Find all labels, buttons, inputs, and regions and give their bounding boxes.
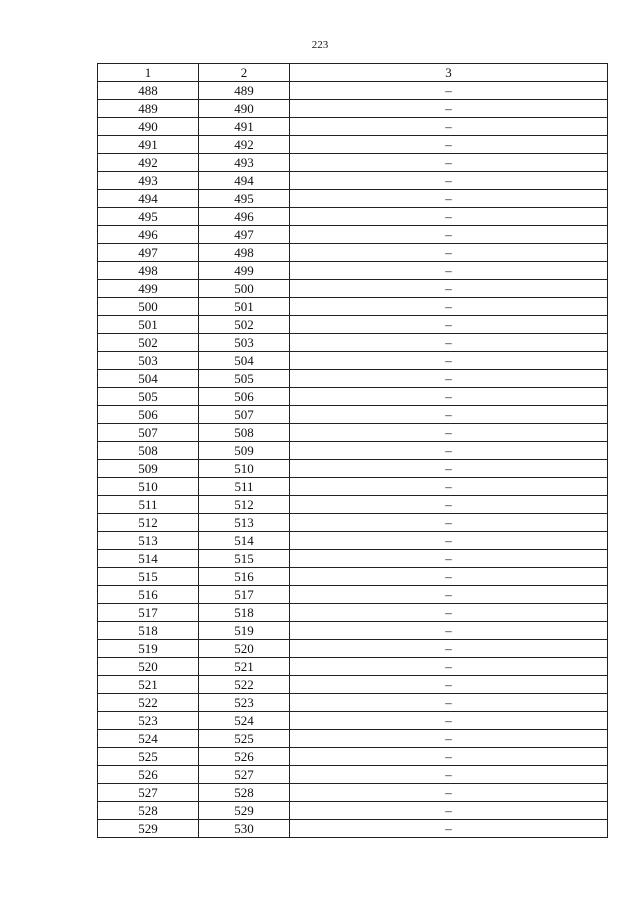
table-cell-col-2: 506	[199, 388, 290, 406]
table-cell-col-2: 501	[199, 298, 290, 316]
table-row	[98, 280, 608, 298]
table-row	[98, 820, 608, 838]
table-cell-col-3: –	[290, 496, 608, 514]
table-cell-col-1: 496	[98, 226, 199, 244]
table-cell-col-3: –	[290, 118, 608, 136]
table-cell-col-3: –	[290, 604, 608, 622]
table-cell-col-3: –	[290, 352, 608, 370]
table-row	[98, 370, 608, 388]
table-cell-col-1: 507	[98, 424, 199, 442]
table-cell-col-3: –	[290, 694, 608, 712]
table-row	[98, 568, 608, 586]
table-cell-col-3: –	[290, 712, 608, 730]
table-cell-col-3: –	[290, 424, 608, 442]
table-cell-col-3: –	[290, 802, 608, 820]
table-cell-col-3: –	[290, 316, 608, 334]
table-body	[98, 82, 608, 838]
table-cell-col-1: 508	[98, 442, 199, 460]
table-cell-col-3: –	[290, 568, 608, 586]
table-cell-col-2: 520	[199, 640, 290, 658]
table-cell-col-2: 523	[199, 694, 290, 712]
header-row	[98, 64, 608, 82]
table-row	[98, 190, 608, 208]
table-row	[98, 478, 608, 496]
table-cell-col-1: 497	[98, 244, 199, 262]
table-cell-col-3: –	[290, 370, 608, 388]
table-cell-col-1: 495	[98, 208, 199, 226]
table-cell-col-1: 525	[98, 748, 199, 766]
table-cell-col-3: –	[290, 748, 608, 766]
table-cell-col-2: 509	[199, 442, 290, 460]
table-cell-col-3: –	[290, 730, 608, 748]
table-cell-col-3: –	[290, 460, 608, 478]
table-row	[98, 316, 608, 334]
table-cell-col-2: 493	[199, 154, 290, 172]
table-cell-col-2: 494	[199, 172, 290, 190]
table-cell-col-2: 505	[199, 370, 290, 388]
table-row	[98, 226, 608, 244]
table-row	[98, 352, 608, 370]
table-cell-col-2: 530	[199, 820, 290, 838]
table-cell-col-3: –	[290, 388, 608, 406]
table-cell-col-2: 500	[199, 280, 290, 298]
table-cell-col-2: 517	[199, 586, 290, 604]
table-cell-col-1: 524	[98, 730, 199, 748]
table-cell-col-3: –	[290, 766, 608, 784]
table-cell-col-3: –	[290, 676, 608, 694]
table-cell-col-2: 521	[199, 658, 290, 676]
table-row	[98, 136, 608, 154]
table-row	[98, 658, 608, 676]
table-cell-col-1: 521	[98, 676, 199, 694]
table-row	[98, 82, 608, 100]
table-cell-col-1: 519	[98, 640, 199, 658]
table-row	[98, 730, 608, 748]
table-cell-col-1: 505	[98, 388, 199, 406]
table-row	[98, 784, 608, 802]
table-cell-col-1: 490	[98, 118, 199, 136]
table-cell-col-2: 492	[199, 136, 290, 154]
table-cell-col-1: 491	[98, 136, 199, 154]
table-row	[98, 622, 608, 640]
table-cell-col-2: 527	[199, 766, 290, 784]
column-header-1: 1	[98, 64, 199, 82]
table-cell-col-2: 529	[199, 802, 290, 820]
table-row	[98, 676, 608, 694]
table-row	[98, 748, 608, 766]
table-cell-col-1: 492	[98, 154, 199, 172]
table-cell-col-2: 508	[199, 424, 290, 442]
table-cell-col-2: 495	[199, 190, 290, 208]
table-cell-col-1: 503	[98, 352, 199, 370]
table-cell-col-1: 512	[98, 514, 199, 532]
table-cell-col-2: 498	[199, 244, 290, 262]
table-cell-col-1: 516	[98, 586, 199, 604]
table-row	[98, 244, 608, 262]
page-number: 223	[311, 39, 329, 51]
table-cell-col-3: –	[290, 550, 608, 568]
table-cell-col-2: 525	[199, 730, 290, 748]
table-cell-col-3: –	[290, 532, 608, 550]
table-cell-col-3: –	[290, 226, 608, 244]
table-cell-col-1: 528	[98, 802, 199, 820]
table-cell-col-3: –	[290, 658, 608, 676]
table-header	[98, 64, 608, 82]
table-row	[98, 604, 608, 622]
table-cell-col-2: 526	[199, 748, 290, 766]
table-cell-col-3: –	[290, 442, 608, 460]
table-cell-col-3: –	[290, 784, 608, 802]
table-cell-col-1: 498	[98, 262, 199, 280]
table-cell-col-2: 518	[199, 604, 290, 622]
table-cell-col-2: 511	[199, 478, 290, 496]
table-cell-col-3: –	[290, 406, 608, 424]
table-cell-col-2: 491	[199, 118, 290, 136]
table-cell-col-1: 526	[98, 766, 199, 784]
table-cell-col-2: 490	[199, 100, 290, 118]
table-cell-col-2: 503	[199, 334, 290, 352]
table-cell-col-2: 502	[199, 316, 290, 334]
table-cell-col-3: –	[290, 154, 608, 172]
table-cell-col-1: 515	[98, 568, 199, 586]
table-cell-col-1: 501	[98, 316, 199, 334]
table-cell-col-3: –	[290, 244, 608, 262]
table-cell-col-2: 507	[199, 406, 290, 424]
table-row	[98, 154, 608, 172]
table-cell-col-2: 515	[199, 550, 290, 568]
table-cell-col-1: 513	[98, 532, 199, 550]
table-cell-col-2: 496	[199, 208, 290, 226]
table-cell-col-2: 528	[199, 784, 290, 802]
table-cell-col-3: –	[290, 190, 608, 208]
table-row	[98, 406, 608, 424]
table-row	[98, 172, 608, 190]
table-cell-col-1: 527	[98, 784, 199, 802]
table-cell-col-2: 504	[199, 352, 290, 370]
table-row	[98, 514, 608, 532]
table-cell-col-1: 517	[98, 604, 199, 622]
table-cell-col-3: –	[290, 586, 608, 604]
column-header-3: 3	[290, 64, 608, 82]
table-cell-col-3: –	[290, 208, 608, 226]
table-row	[98, 334, 608, 352]
table-cell-col-2: 522	[199, 676, 290, 694]
table-cell-col-2: 524	[199, 712, 290, 730]
table-cell-col-1: 509	[98, 460, 199, 478]
table-row	[98, 532, 608, 550]
table-row	[98, 586, 608, 604]
table-row	[98, 460, 608, 478]
data-table	[97, 63, 608, 838]
table-cell-col-3: –	[290, 298, 608, 316]
table-cell-col-2: 513	[199, 514, 290, 532]
table-cell-col-1: 502	[98, 334, 199, 352]
table-cell-col-1: 506	[98, 406, 199, 424]
table-cell-col-3: –	[290, 478, 608, 496]
table-cell-col-2: 510	[199, 460, 290, 478]
table-row	[98, 424, 608, 442]
table-row	[98, 262, 608, 280]
table-row	[98, 766, 608, 784]
table-cell-col-2: 499	[199, 262, 290, 280]
table-cell-col-1: 499	[98, 280, 199, 298]
table-cell-col-3: –	[290, 820, 608, 838]
table-row	[98, 298, 608, 316]
table-cell-col-2: 514	[199, 532, 290, 550]
table-cell-col-1: 493	[98, 172, 199, 190]
table-row	[98, 442, 608, 460]
column-header-2: 2	[199, 64, 290, 82]
table-cell-col-3: –	[290, 640, 608, 658]
table-row	[98, 640, 608, 658]
table-cell-col-2: 489	[199, 82, 290, 100]
table-cell-col-3: –	[290, 172, 608, 190]
table-cell-col-2: 519	[199, 622, 290, 640]
table-cell-col-3: –	[290, 622, 608, 640]
table-row	[98, 118, 608, 136]
table-cell-col-3: –	[290, 262, 608, 280]
table-row	[98, 496, 608, 514]
table-cell-col-1: 511	[98, 496, 199, 514]
table-row	[98, 802, 608, 820]
table-cell-col-1: 522	[98, 694, 199, 712]
table-row	[98, 388, 608, 406]
table-row	[98, 712, 608, 730]
table-cell-col-1: 489	[98, 100, 199, 118]
table-cell-col-2: 497	[199, 226, 290, 244]
table-cell-col-3: –	[290, 100, 608, 118]
table-cell-col-1: 523	[98, 712, 199, 730]
table-cell-col-1: 529	[98, 820, 199, 838]
table-row	[98, 694, 608, 712]
table-cell-col-1: 518	[98, 622, 199, 640]
table-cell-col-1: 510	[98, 478, 199, 496]
table-cell-col-1: 494	[98, 190, 199, 208]
table-cell-col-3: –	[290, 280, 608, 298]
table-cell-col-2: 512	[199, 496, 290, 514]
table-cell-col-3: –	[290, 136, 608, 154]
table-cell-col-1: 514	[98, 550, 199, 568]
table-row	[98, 100, 608, 118]
table-cell-col-1: 500	[98, 298, 199, 316]
table-cell-col-2: 516	[199, 568, 290, 586]
table-row	[98, 550, 608, 568]
table-row	[98, 208, 608, 226]
table-cell-col-1: 504	[98, 370, 199, 388]
table-cell-col-3: –	[290, 514, 608, 532]
table-cell-col-3: –	[290, 82, 608, 100]
table-cell-col-1: 488	[98, 82, 199, 100]
table-cell-col-3: –	[290, 334, 608, 352]
table-cell-col-1: 520	[98, 658, 199, 676]
